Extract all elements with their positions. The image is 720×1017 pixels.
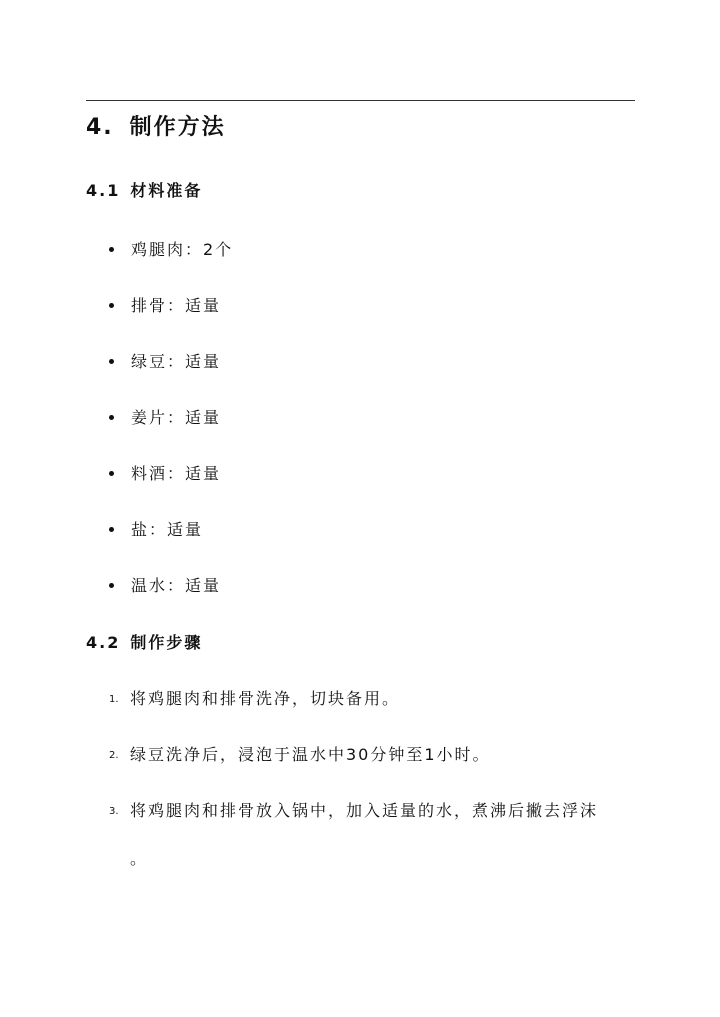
step-text: 将鸡腿肉和排骨洗净，切块备用。 <box>130 689 401 708</box>
list-item <box>109 461 221 484</box>
step-text: 绿豆洗净后，浸泡于温水中30分钟至1小时。 <box>130 745 491 764</box>
list-item-text: 绿豆：适量 <box>131 352 222 371</box>
bullet-icon <box>109 415 114 420</box>
bullet-icon <box>109 583 114 588</box>
section-title: 制作方法 <box>129 115 226 140</box>
list-item <box>109 517 203 540</box>
section-heading <box>86 110 226 141</box>
list-item-text: 姜片：适量 <box>131 408 222 427</box>
step-text: 将鸡腿肉和排骨放入锅中，加入适量的水，煮沸后撇去浮沫 <box>130 801 599 820</box>
list-item <box>109 349 221 372</box>
list-item <box>109 405 221 428</box>
list-item <box>109 293 221 316</box>
list-item <box>109 573 221 596</box>
step-number: 3. <box>109 806 119 817</box>
steps-title: 制作步骤 <box>130 633 203 652</box>
list-item-text: 排骨：适量 <box>131 296 222 315</box>
bullet-icon <box>109 247 114 252</box>
list-item-text: 温水：适量 <box>131 576 222 595</box>
top-divider <box>86 100 635 101</box>
bullet-icon <box>109 471 114 476</box>
step-number: 2. <box>109 750 119 761</box>
step-text-continuation: 。 <box>130 849 147 868</box>
steps-heading <box>86 630 202 653</box>
steps-number: 4.2 <box>86 633 121 652</box>
materials-title: 材料准备 <box>130 181 203 200</box>
step-item <box>109 742 491 765</box>
list-item-text: 盐：适量 <box>131 520 204 539</box>
step-item <box>109 686 400 709</box>
section-number: 4. <box>86 115 114 140</box>
bullet-icon <box>109 359 114 364</box>
step-item <box>109 798 598 821</box>
materials-number: 4.1 <box>86 181 121 200</box>
step-number: 1. <box>109 694 119 705</box>
list-item-text: 鸡腿肉：2个 <box>131 240 234 259</box>
list-item-text: 料酒：适量 <box>131 464 222 483</box>
list-item <box>109 237 233 260</box>
bullet-icon <box>109 303 114 308</box>
bullet-icon <box>109 527 114 532</box>
materials-heading <box>86 178 202 201</box>
